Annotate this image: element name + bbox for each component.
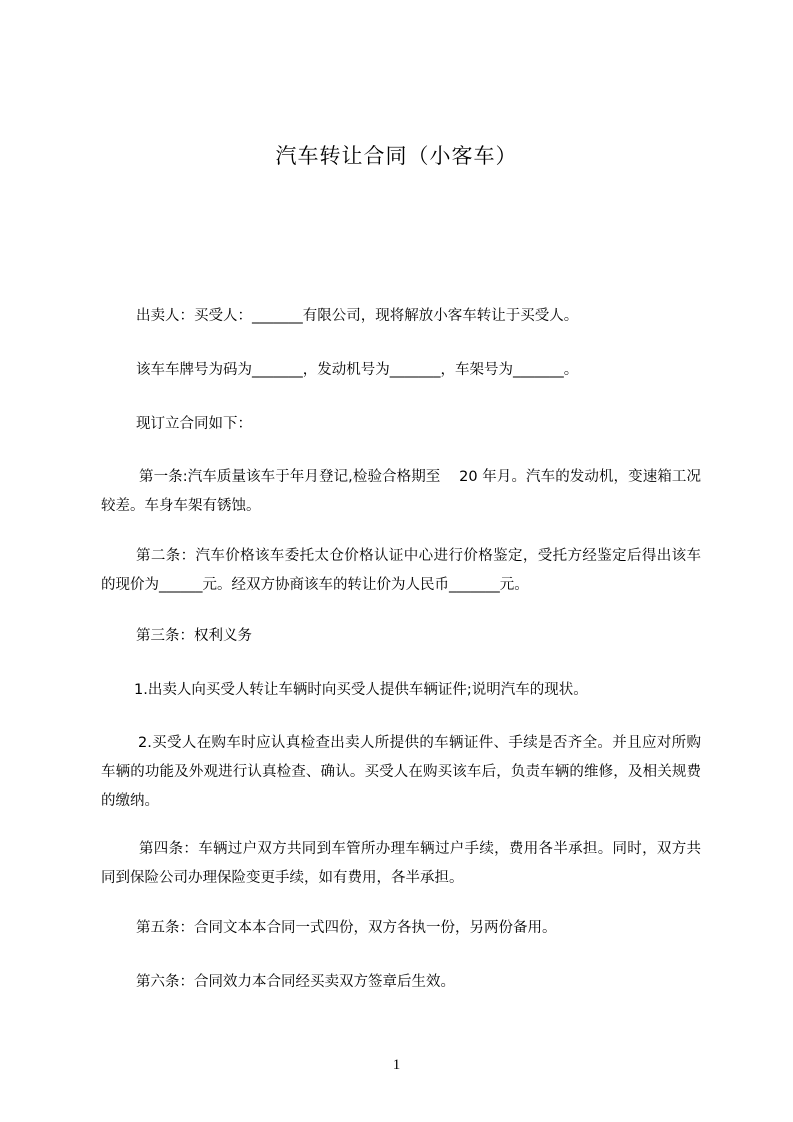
article-4-transfer: 第四条：车辆过户双方共同到车管所办理车辆过户手续，费用各半承担。同时，双方共同到保险公司办理保险变更手续，如有费用，各半承担。 — [101, 840, 701, 886]
article-3-rights-obligations: 第三条：权利义务 — [136, 627, 252, 644]
article-3-item-1: 1.出卖人向买受人转让车辆时向买受人提供车辆证件;说明汽车的现状。 — [134, 681, 588, 698]
page-number: 1 — [392, 1057, 401, 1073]
article-2-vehicle-price: 第二条：汽车价格该车委托太仓价格认证中心进行价格鉴定，受托方经鉴定后得出该车的现价为______元。经双方协商该车的转让价为人民币_______元。 — [101, 547, 701, 593]
paragraph-intro: 现订立合同如下： — [136, 415, 252, 432]
article-1-vehicle-quality: 第一条:汽车质量该车于年月登记,检验合格期至 20 年月。汽车的发动机，变速箱工况较差。车身车架有锈蚀。 — [101, 468, 701, 514]
article-6-contract-effect: 第六条：合同效力本合同经买卖双方签章后生效。 — [136, 973, 455, 990]
paragraph-vehicle-numbers: 该车车牌号为码为_______，发动机号为_______，车架号为_______。 — [136, 361, 579, 378]
article-3-item-2: 2.买受人在购车时应认真检查出卖人所提供的车辆证件、手续是否齐全。并且应对所购车辆的功能及外观进行认真检查、确认。买受人在购买该车后，负责车辆的维修，及相关规费的缴纳。 — [101, 734, 701, 809]
article-5-contract-copies: 第五条：合同文本本合同一式四份，双方各执一份，另两份备用。 — [136, 919, 557, 936]
paragraph-seller-buyer: 出卖人：买受人：_______有限公司，现将解放小客车转让于买受人。 — [136, 307, 579, 324]
document-title: 汽车转让合同（小客车） — [275, 144, 518, 168]
